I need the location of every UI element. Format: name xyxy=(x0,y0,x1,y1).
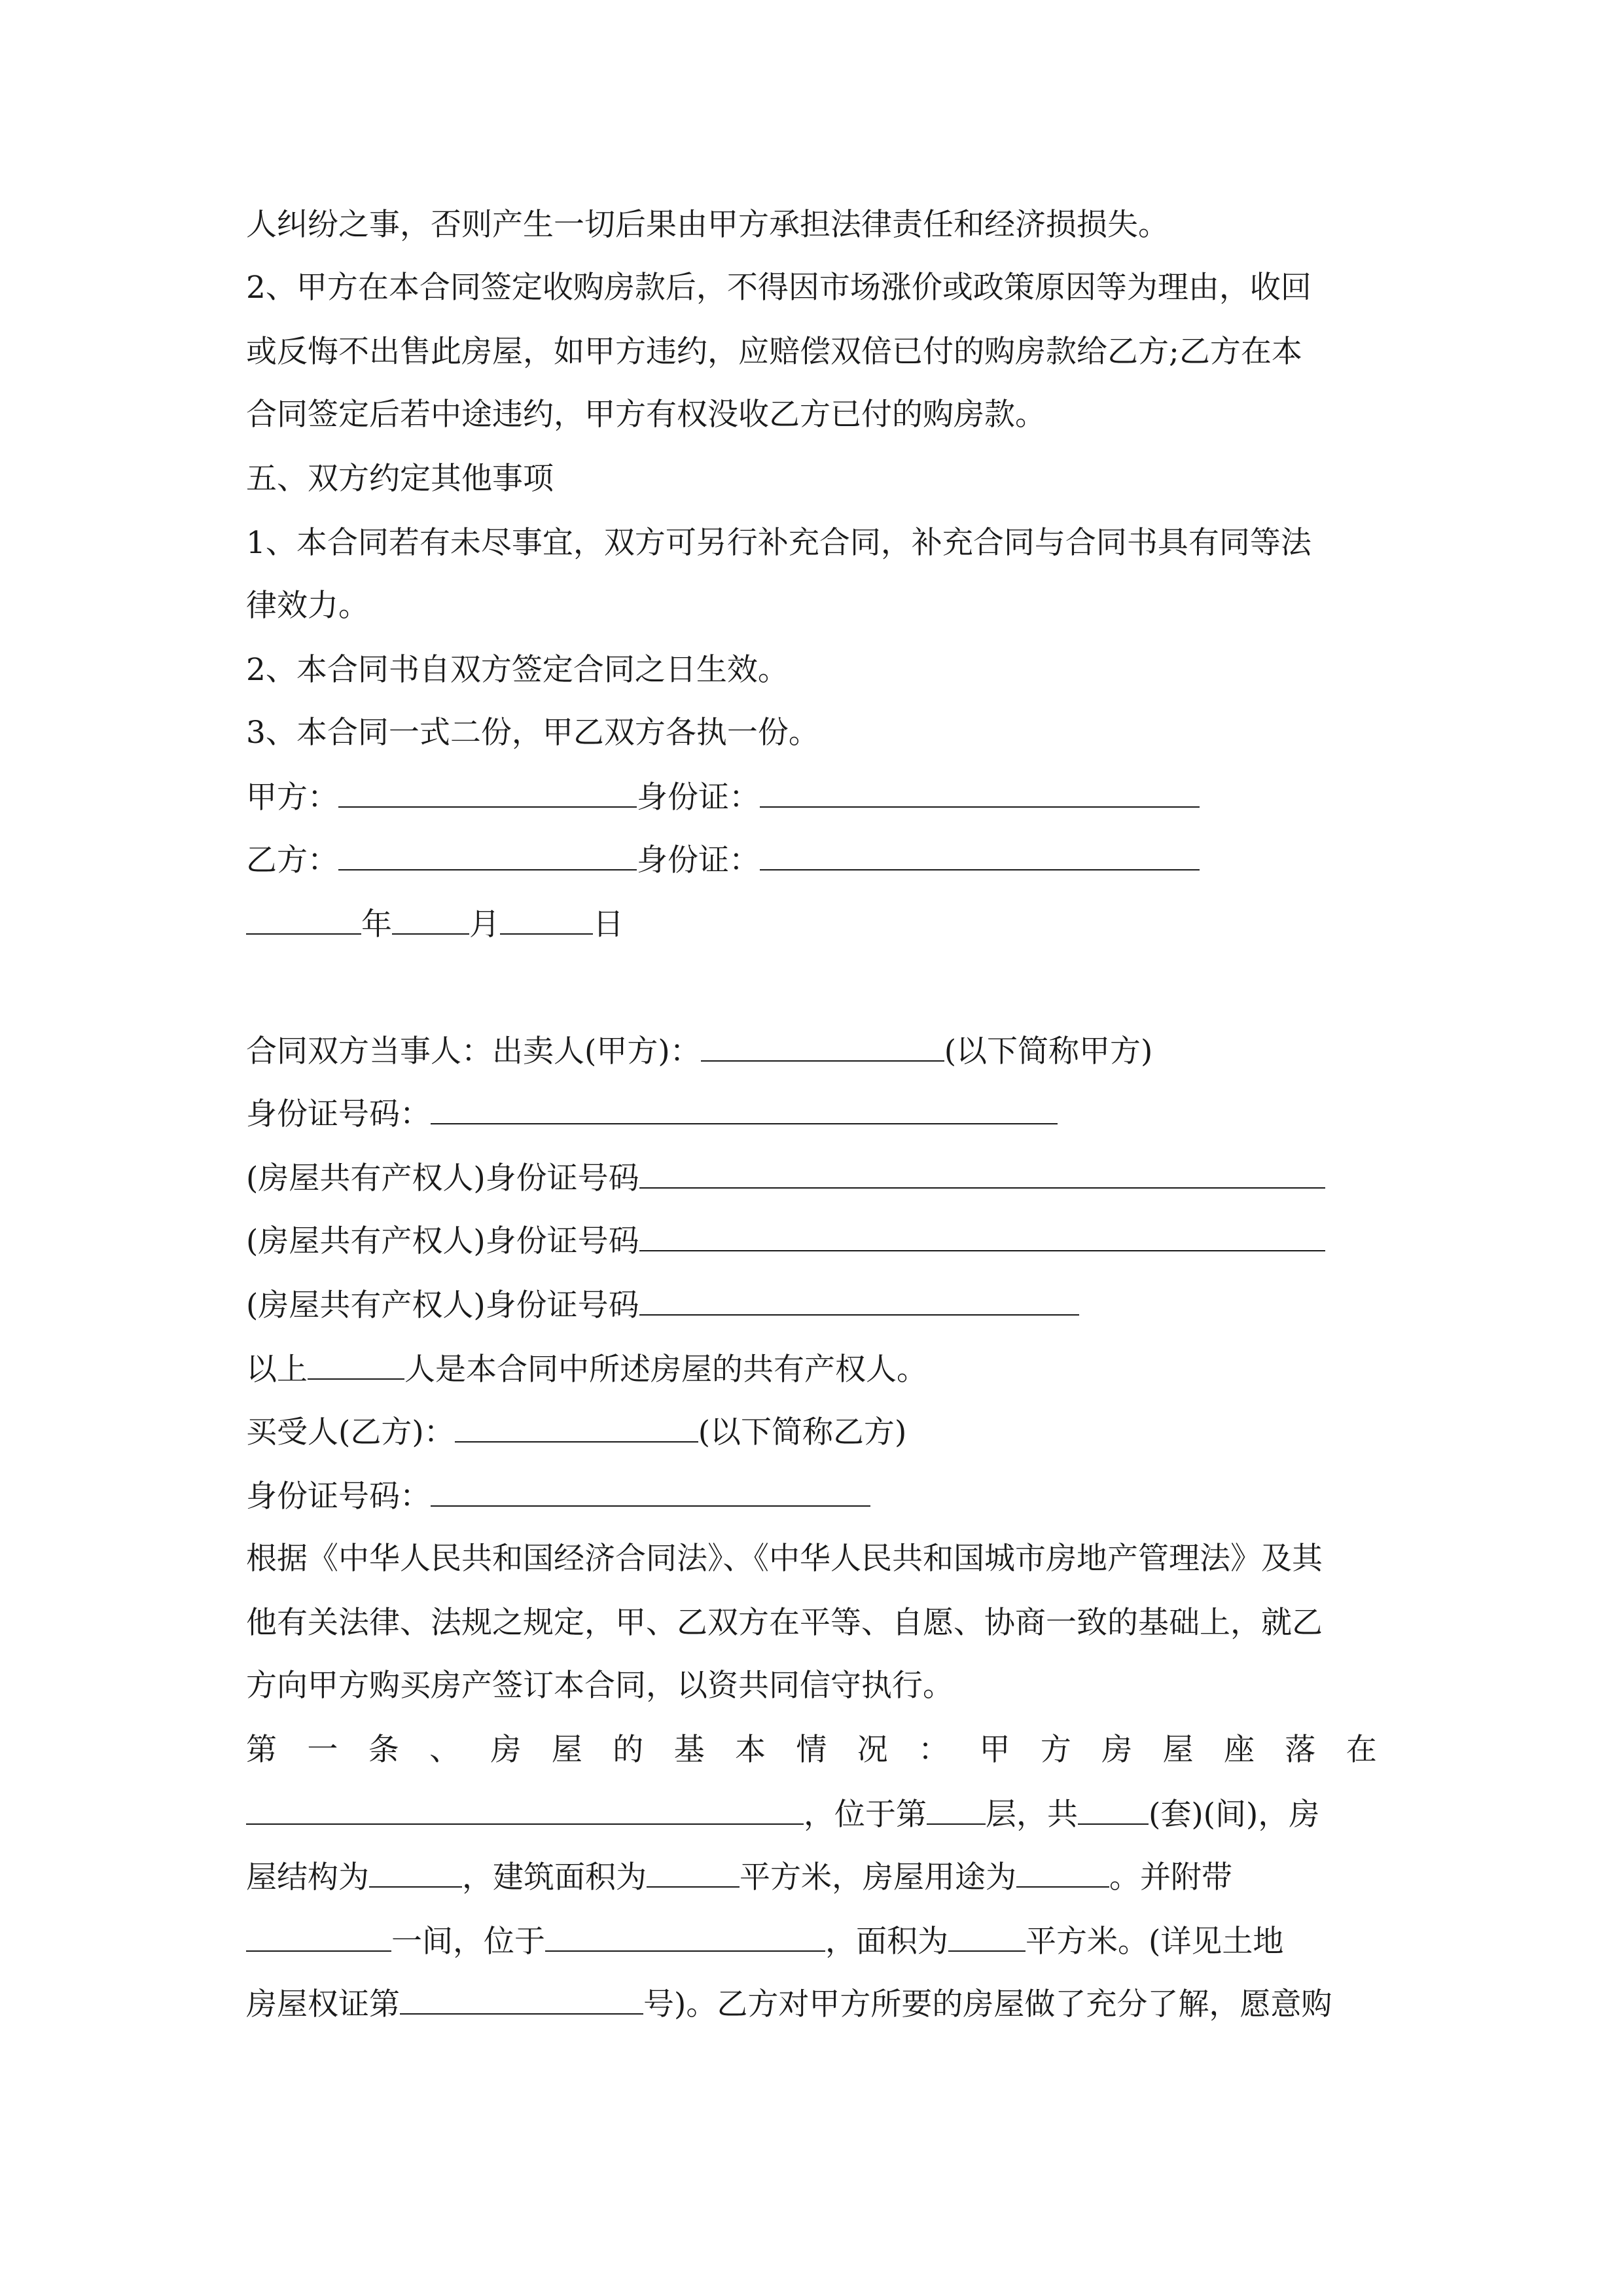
party-a-signature-row xyxy=(246,778,1200,817)
article-1-char: 的 xyxy=(613,1732,644,1768)
floor-blank xyxy=(927,1795,986,1825)
co-owner-count-blank xyxy=(308,1350,404,1380)
seller-label: 合同双方当事人：出卖人(甲方)： xyxy=(246,1033,701,1069)
year-label: 年 xyxy=(361,906,392,942)
attached-room-row xyxy=(246,1922,1283,1962)
co-owner-label: (房屋共有产权人)身份证号码 xyxy=(246,1287,639,1323)
article-1-char: 屋 xyxy=(1162,1732,1194,1768)
id-card-label: 身份证： xyxy=(637,842,760,878)
buyer-label: 买受人(乙方)： xyxy=(246,1414,455,1450)
structure-blank xyxy=(369,1857,462,1888)
article-1-char: 屋 xyxy=(551,1732,582,1768)
co-owner-row xyxy=(246,1285,1079,1325)
co-owner-blank xyxy=(639,1221,1325,1251)
structure-label: 屋结构为 xyxy=(246,1859,369,1895)
seller-id-blank xyxy=(431,1094,1058,1124)
floor-label: ，位于第 xyxy=(804,1797,927,1833)
buyer-row xyxy=(246,1412,906,1452)
attached-area-label: ，面积为 xyxy=(825,1924,948,1960)
month-label: 月 xyxy=(469,906,500,942)
attached-area-unit: 平方米。(详见土地 xyxy=(1026,1924,1284,1960)
area-blank xyxy=(647,1857,740,1888)
text-line: 人纠纷之事，否则产生一切后果由甲方承担法律责任和经济损损失。 xyxy=(246,207,1169,243)
usage-blank xyxy=(1016,1857,1109,1888)
article-1-char: 条 xyxy=(368,1732,399,1768)
seller-abbrev: (以下简称甲方) xyxy=(944,1033,1153,1069)
co-owner-row xyxy=(246,1221,1325,1261)
certificate-label: 房屋权证第 xyxy=(246,1986,400,2022)
attached-location-blank xyxy=(545,1922,825,1952)
text-line: 2、甲方在本合同签定收购房款后，不得因市场涨价或政策原因等为理由，收回 xyxy=(246,270,1311,306)
structure-row xyxy=(246,1857,1232,1897)
article-1-heading xyxy=(246,1731,1377,1770)
certificate-suffix: 号)。乙方对甲方所要的房屋做了充分了解，愿意购 xyxy=(643,1986,1332,2022)
party-b-signature-row xyxy=(246,840,1200,880)
party-b-label: 乙方： xyxy=(246,842,338,878)
buyer-id-blank xyxy=(431,1477,870,1507)
co-owner-note: 人是本合同中所述房屋的共有产权人。 xyxy=(404,1352,927,1388)
article-1-char: 情 xyxy=(796,1732,827,1768)
location-blank xyxy=(246,1795,804,1825)
co-owner-blank xyxy=(639,1285,1079,1316)
date-row xyxy=(246,905,624,944)
party-b-name-blank xyxy=(338,840,637,870)
article-1-char: 方 xyxy=(1040,1732,1071,1768)
text-line: 合同签定后若中途违约，甲方有权没收乙方已付的购房款。 xyxy=(246,397,1046,433)
co-owner-label: (房屋共有产权人)身份证号码 xyxy=(246,1160,639,1196)
basis-line: 根据《中华人民共和国经济合同法》、《中华人民共和国城市房地产管理法》及其 xyxy=(246,1541,1323,1577)
total-label: 层，共 xyxy=(986,1797,1078,1833)
area-label: ，建筑面积为 xyxy=(462,1859,647,1895)
co-owner-row xyxy=(246,1158,1325,1198)
basis-line: 方向甲方购买房产签订本合同，以资共同信守执行。 xyxy=(246,1668,954,1704)
article-1-char: 本 xyxy=(735,1732,766,1768)
usage-label: 平方米，房屋用途为 xyxy=(740,1859,1016,1895)
attached-location-label: 一间，位于 xyxy=(391,1924,545,1960)
article-1-char: 、 xyxy=(429,1732,461,1768)
text-line: 1、本合同若有未尽事宜，双方可另行补充合同，补充合同与合同书具有同等法 xyxy=(246,525,1311,561)
article-1-char: 一 xyxy=(307,1732,338,1768)
article-1-char: 况 xyxy=(857,1732,888,1768)
day-label: 日 xyxy=(593,906,624,942)
co-owner-count-row xyxy=(246,1350,927,1390)
article-1-char: 基 xyxy=(673,1732,705,1768)
basis-line: 他有关法律、法规之规定，甲、乙双方在平等、自愿、协商一致的基础上，就乙 xyxy=(246,1605,1323,1641)
id-card-label: 身份证： xyxy=(637,780,760,816)
text-line: 3、本合同一式二份，甲乙双方各执一份。 xyxy=(246,715,819,751)
certificate-row xyxy=(246,1984,1332,2024)
party-a-name-blank xyxy=(338,778,637,808)
id-number-label: 身份证号码： xyxy=(246,1479,431,1515)
co-owner-label: (房屋共有产权人)身份证号码 xyxy=(246,1223,639,1259)
article-1-char: 在 xyxy=(1346,1732,1377,1768)
buyer-id-row xyxy=(246,1477,870,1516)
attached-area-blank xyxy=(948,1922,1026,1952)
year-blank xyxy=(246,905,361,935)
seller-row xyxy=(246,1031,1152,1071)
certificate-blank xyxy=(400,1984,643,2015)
co-owner-blank xyxy=(639,1158,1325,1189)
attached-room-blank xyxy=(246,1922,391,1952)
seller-blank xyxy=(701,1031,944,1062)
id-number-label: 身份证号码： xyxy=(246,1096,431,1132)
article-1-char: 房 xyxy=(490,1732,522,1768)
article-1-char: 甲 xyxy=(979,1732,1010,1768)
article-1-char: 落 xyxy=(1285,1732,1316,1768)
text-line: 或反悔不出售此房屋，如甲方违约，应赔偿双倍已付的购房款给乙方;乙方在本 xyxy=(246,334,1302,370)
unit-label: (套)(间)，房 xyxy=(1149,1797,1320,1833)
article-1-char: ： xyxy=(918,1732,950,1768)
text-line: 律效力。 xyxy=(246,588,369,624)
seller-id-row xyxy=(246,1094,1058,1134)
buyer-abbrev: (以下简称乙方) xyxy=(698,1414,907,1450)
location-row xyxy=(246,1795,1319,1835)
attached-label: 。并附带 xyxy=(1109,1859,1232,1895)
unit-count-blank xyxy=(1078,1795,1149,1825)
above-label: 以上 xyxy=(246,1352,308,1388)
month-blank xyxy=(392,905,469,935)
text-line: 2、本合同书自双方签定合同之日生效。 xyxy=(246,652,789,688)
article-1-char: 第 xyxy=(246,1732,277,1768)
article-1-char: 房 xyxy=(1101,1732,1133,1768)
party-a-id-blank xyxy=(760,778,1200,808)
buyer-blank xyxy=(455,1412,698,1443)
article-1-char: 座 xyxy=(1224,1732,1255,1768)
section-heading: 五、双方约定其他事项 xyxy=(246,461,554,497)
party-a-label: 甲方： xyxy=(246,780,338,816)
party-b-id-blank xyxy=(760,840,1200,870)
day-blank xyxy=(500,905,593,935)
